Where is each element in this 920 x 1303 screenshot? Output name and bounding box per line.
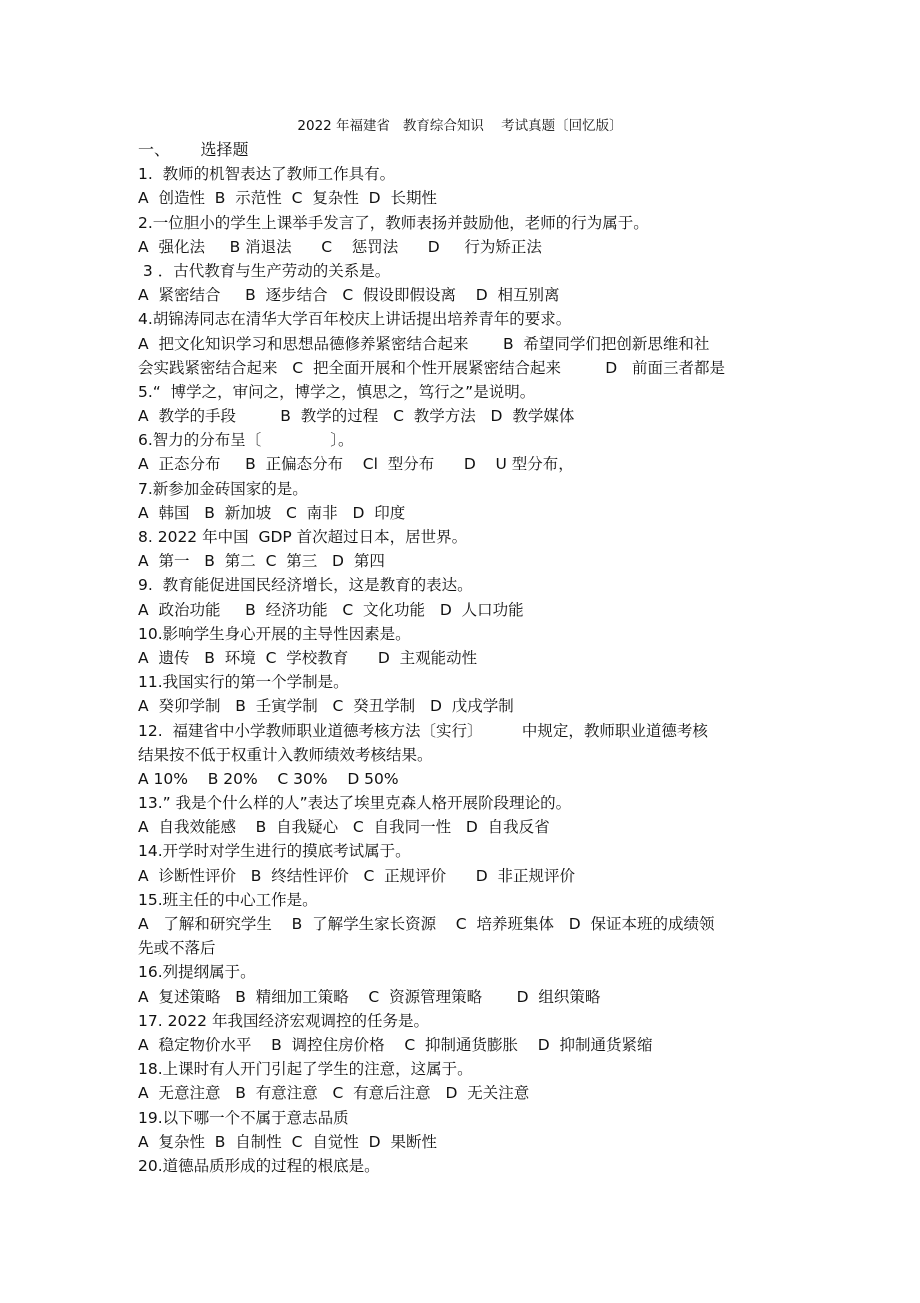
question-list xyxy=(138,138,788,1178)
options-line: 会实践紧密结合起来 C 把全面开展和个性开展紧密结合起来 D 前面三者都是 xyxy=(138,358,726,377)
options-line: A 政治功能 B 经济功能 C 文化功能 D 人口功能 xyxy=(138,600,524,619)
question-line: 10.影响学生身心开展的主导性因素是。 xyxy=(138,624,411,643)
section-heading: 一、 选择题 xyxy=(138,140,249,159)
options-line: A 癸卯学制 B 壬寅学制 C 癸丑学制 D 戊戌学制 xyxy=(138,697,514,716)
options-line: A 了解和研究学生 B 了解学生家长资源 C 培养班集体 D 保证本班的成绩领 xyxy=(138,915,715,933)
question-line: 16.列提纲属于。 xyxy=(138,963,256,982)
options-line: A 诊断性评价 B 终结性评价 C 正规评价 D 非正规评价 xyxy=(138,866,576,885)
question-line: 5.“ 博学之，审问之，博学之，慎思之，笃行之”是说明。 xyxy=(138,382,536,401)
question-line: 3 ．古代教育与生产劳动的关系是。 xyxy=(138,261,391,280)
question-line: 20.道德品质形成的过程的根底是。 xyxy=(138,1156,380,1175)
options-line: A 紧密结合 B 逐步结合 C 假设即假设离 D 相互别离 xyxy=(138,286,560,305)
question-line: 4.胡锦涛同志在清华大学百年校庆上讲话提出培养青年的要求。 xyxy=(138,310,572,329)
question-line: 13.” 我是个什么样的人”表达了埃里克森人格开展阶段理论的。 xyxy=(138,794,572,813)
question-line: 2.一位胆小的学生上课举手发言了，教师表扬并鼓励他，老师的行为属于。 xyxy=(138,213,649,232)
options-line: A 自我效能感 B 自我疑心 C 自我同一性 D 自我反省 xyxy=(138,818,550,837)
question-line: 14.开学时对学生进行的摸底考试属于。 xyxy=(138,842,411,861)
options-line: A 教学的手段 B 教学的过程 C 教学方法 D 教学媒体 xyxy=(138,407,575,426)
question-line: 17. 2022 年我国经济宏观调控的任务是。 xyxy=(138,1011,429,1030)
options-line: A 复杂性 B 自制性 C 自觉性 D 果断性 xyxy=(138,1132,437,1151)
options-line: A 遗传 B 环境 C 学校教育 D 主观能动性 xyxy=(138,648,478,667)
options-line: A 第一 B 第二 C 第三 D 第四 xyxy=(138,552,385,571)
options-line: 先或不落后 xyxy=(138,939,216,958)
options-line: A 韩国 B 新加坡 C 南非 D 印度 xyxy=(138,503,406,522)
question-line: 9. 教育能促进国民经济增长，这是教育的表达。 xyxy=(138,576,473,595)
document-title: 2022 年福建省 教育综合知识 考试真题〔回忆版〕 xyxy=(297,118,623,134)
question-line: 18.上课时有人开门引起了学生的注意，这属于。 xyxy=(138,1060,473,1079)
question-line: 1. 教师的机智表达了教师工作具有。 xyxy=(138,165,396,184)
options-line: A 10% B 20% C 30% D 50% xyxy=(138,769,399,788)
question-line: 12. 福建省中小学教师职业道德考核方法〔实行〕 中规定，教师职业道德考核 xyxy=(138,721,708,740)
options-line: A 把文化知识学习和思想品德修养紧密结合起来 B 希望同学们把创新思维和社 xyxy=(138,334,710,353)
options-line: A 创造性 B 示范性 C 复杂性 D 长期性 xyxy=(138,189,437,208)
question-line: 6.智力的分布呈〔 〕。 xyxy=(138,431,354,450)
options-line: A 正态分布 B 正偏态分布 Cl 型分布 D U 型分布， xyxy=(138,455,574,474)
question-line: 8. 2022 年中国 GDP 首次超过日本，居世界。 xyxy=(138,528,468,546)
options-line: A 无意注意 B 有意注意 C 有意后注意 D 无关注意 xyxy=(138,1084,530,1103)
options-line: A 复述策略 B 精细加工策略 C 资源管理策略 D 组织策略 xyxy=(138,987,601,1006)
question-line: 11.我国实行的第一个学制是。 xyxy=(138,673,349,692)
question-line: 19.以下哪一个不属于意志品质 xyxy=(138,1108,349,1127)
options-line: A 强化法 B 消退法 C 惩罚法 D 行为矫正法 xyxy=(138,237,542,256)
options-line: A 稳定物价水平 B 调控住房价格 C 抑制通货膨胀 D 抑制通货紧缩 xyxy=(138,1035,653,1054)
question-line: 结果按不低于权重计入教师绩效考核结果。 xyxy=(138,745,433,764)
question-line: 15.班主任的中心工作是。 xyxy=(138,890,318,909)
question-line: 7.新参加金砖国家的是。 xyxy=(138,479,308,498)
